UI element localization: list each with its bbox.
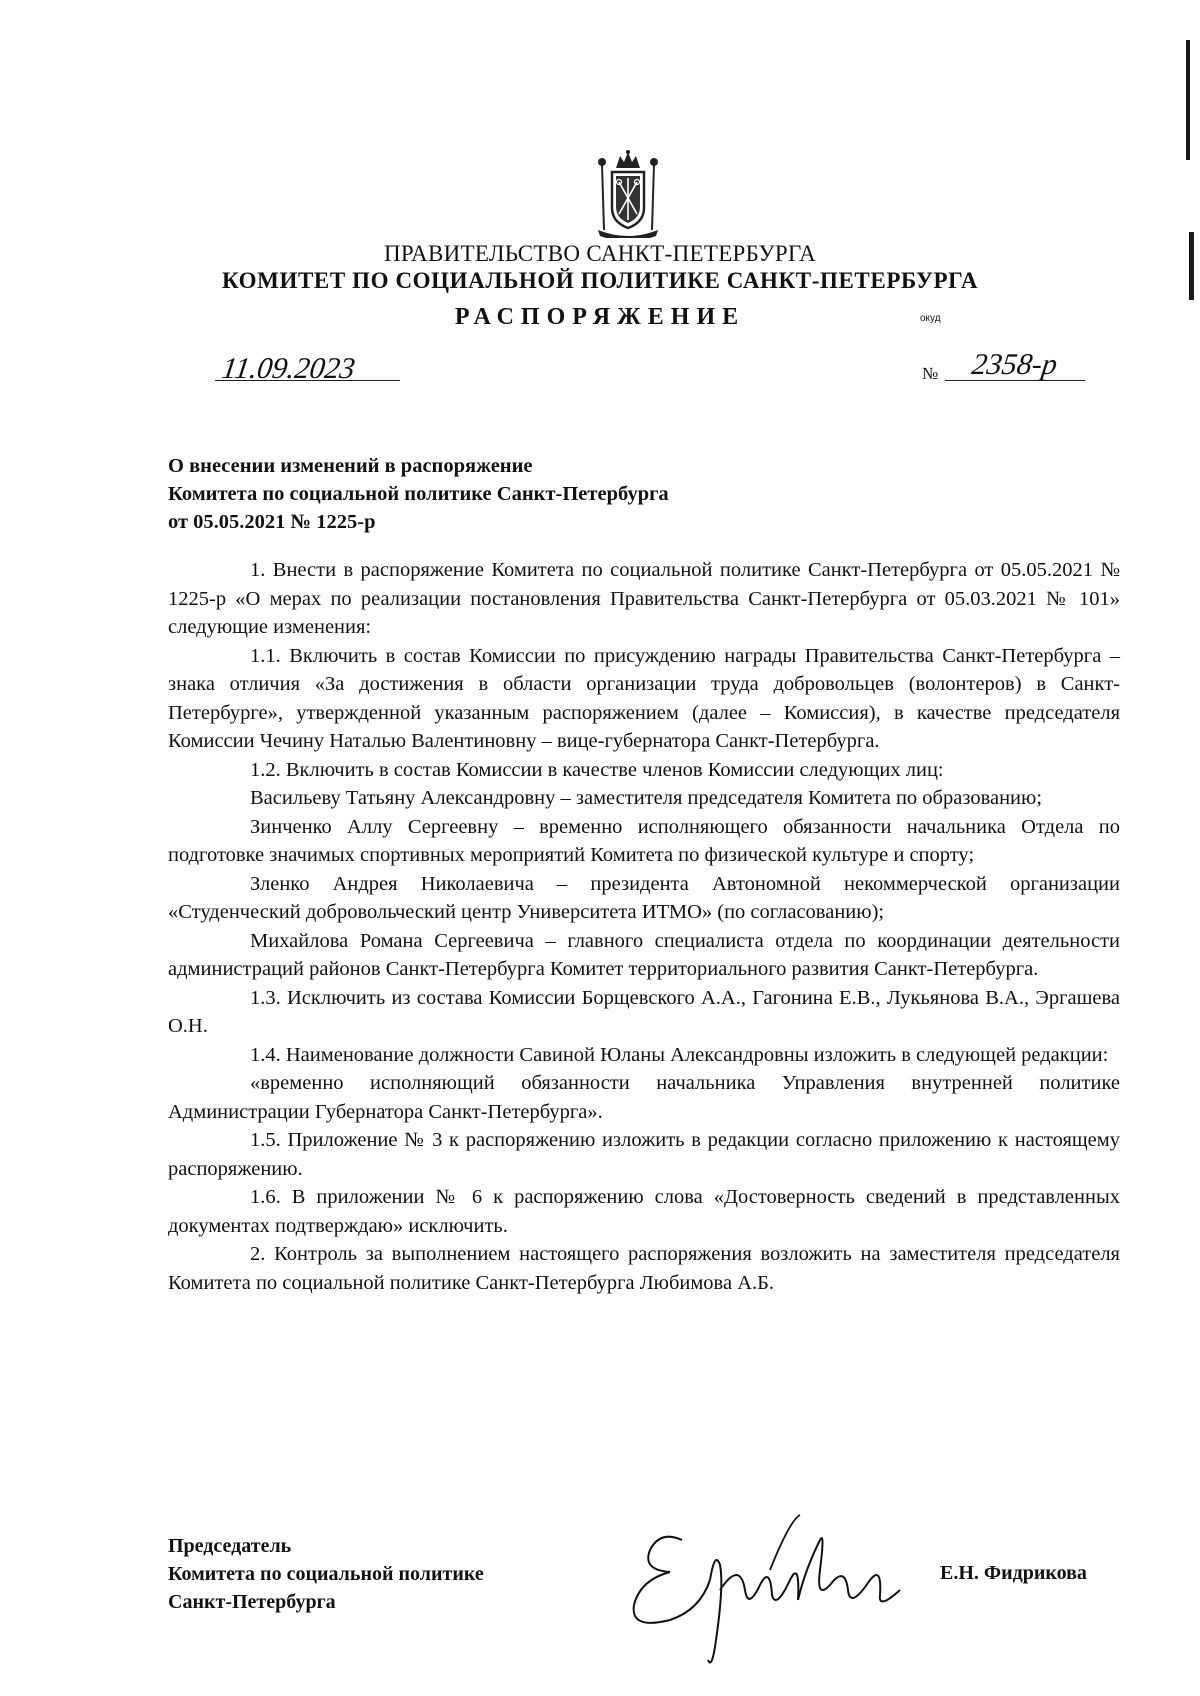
- document-type-title: РАСПОРЯЖЕНИЕ: [454, 304, 746, 330]
- position-line: Санкт-Петербурга: [168, 1591, 336, 1613]
- paragraph: Зинченко Аллу Сергеевну – временно исполняющего обязанности начальника Отдела по подготовке значимых спортивных мероприятий Комитета по физической культуре и спорту;: [168, 815, 1120, 866]
- subject-line: от 05.05.2021 № 1225-р: [168, 511, 376, 533]
- paragraph: 1.6. В приложении № 6 к распоряжению слова «Достоверность сведений в представленных документах подтверждаю» исключить.: [168, 1186, 1120, 1237]
- document-subject: [168, 452, 669, 536]
- handwritten-number: 2358-р: [969, 348, 1060, 381]
- coat-of-arms-icon: [590, 150, 666, 238]
- paragraph: 1. Внести в распоряжение Комитета по социальной политике Санкт-Петербурга от 05.05.2021 № 1225-р «О мерах по реализации постановления Правительства Санкт-Петербурга от 05.03.2021 № 101» следующие изменения:: [168, 559, 1120, 638]
- handwritten-date: 11.09.2023: [219, 352, 358, 385]
- paragraph: 1.5. Приложение № 3 к распоряжению изложить в редакции согласно приложению к настоящему распоряжению.: [168, 1129, 1120, 1180]
- paragraph: 2. Контроль за выполнением настоящего распоряжения возложить на заместителя председателя Комитета по социальной политике Санкт-Петербурга Любимова А.Б.: [168, 1243, 1120, 1294]
- paragraph: Васильеву Татьяну Александровну – заместителя председателя Комитета по образованию;: [250, 787, 1043, 809]
- paragraph: 1.4. Наименование должности Савиной Юланы Александровны изложить в следующей редакции:: [250, 1043, 1109, 1066]
- subject-line: О внесении изменений в распоряжение: [168, 455, 533, 477]
- paragraph: 1.2. Включить в состав Комиссии в качестве членов Комиссии следующих лиц:: [250, 758, 944, 781]
- government-title: ПРАВИТЕЛЬСТВО САНКТ-ПЕТЕРБУРГА: [383, 241, 817, 266]
- handwritten-signature-icon: [620, 1510, 920, 1680]
- subject-line: Комитета по социальной политике Санкт-Петербурга: [168, 483, 669, 505]
- position-line: Председатель: [168, 1535, 292, 1557]
- scan-edge-mark-top: [1186, 40, 1190, 160]
- number-label: №: [922, 364, 939, 383]
- okud-label: окуд: [920, 313, 941, 324]
- document-body: [168, 556, 1120, 1297]
- paragraph: 1.1. Включить в состав Комиссии по присуждению награды Правительства Санкт-Петербурга – знака отличия «За достижения в области организации труда добровольцев (волонтеров) в Санкт-Петербурге», утвержденной указанным распоряжением (далее – Комиссия), в качестве председателя Комиссии Чечину Наталью Валентиновну – вице-губернатора Санкт-Петербурга.: [168, 644, 1120, 752]
- paragraph: «временно исполняющий обязанности начальника Управления внутренней политике Администрации Губернатора Санкт-Петербурга».: [168, 1072, 1120, 1123]
- committee-title: КОМИТЕТ ПО СОЦИАЛЬНОЙ ПОЛИТИКЕ САНКТ-ПЕТЕРБУРГА: [221, 268, 979, 293]
- position-line: Комитета по социальной политике: [168, 1563, 484, 1585]
- signer-name: Е.Н. Фидрикова: [940, 1562, 1087, 1584]
- paragraph: Михайлова Романа Сергеевича – главного специалиста отдела по координации деятельности администраций районов Санкт-Петербурга Комитет территориального развития Санкт-Петербурга.: [168, 929, 1120, 980]
- paragraph: Зленко Андрея Николаевича – президента Автономной некоммерческой организации «Студенческий добровольческий центр Университета ИТМО» (по согласованию);: [168, 872, 1120, 923]
- paragraph: 1.3. Исключить из состава Комиссии Борщевского А.А., Гагонина Е.В., Лукьянова В.А., Эргашева О.Н.: [168, 986, 1120, 1037]
- date-underline: [215, 380, 400, 381]
- number-underline: [945, 380, 1085, 381]
- signatory-position: [168, 1532, 484, 1616]
